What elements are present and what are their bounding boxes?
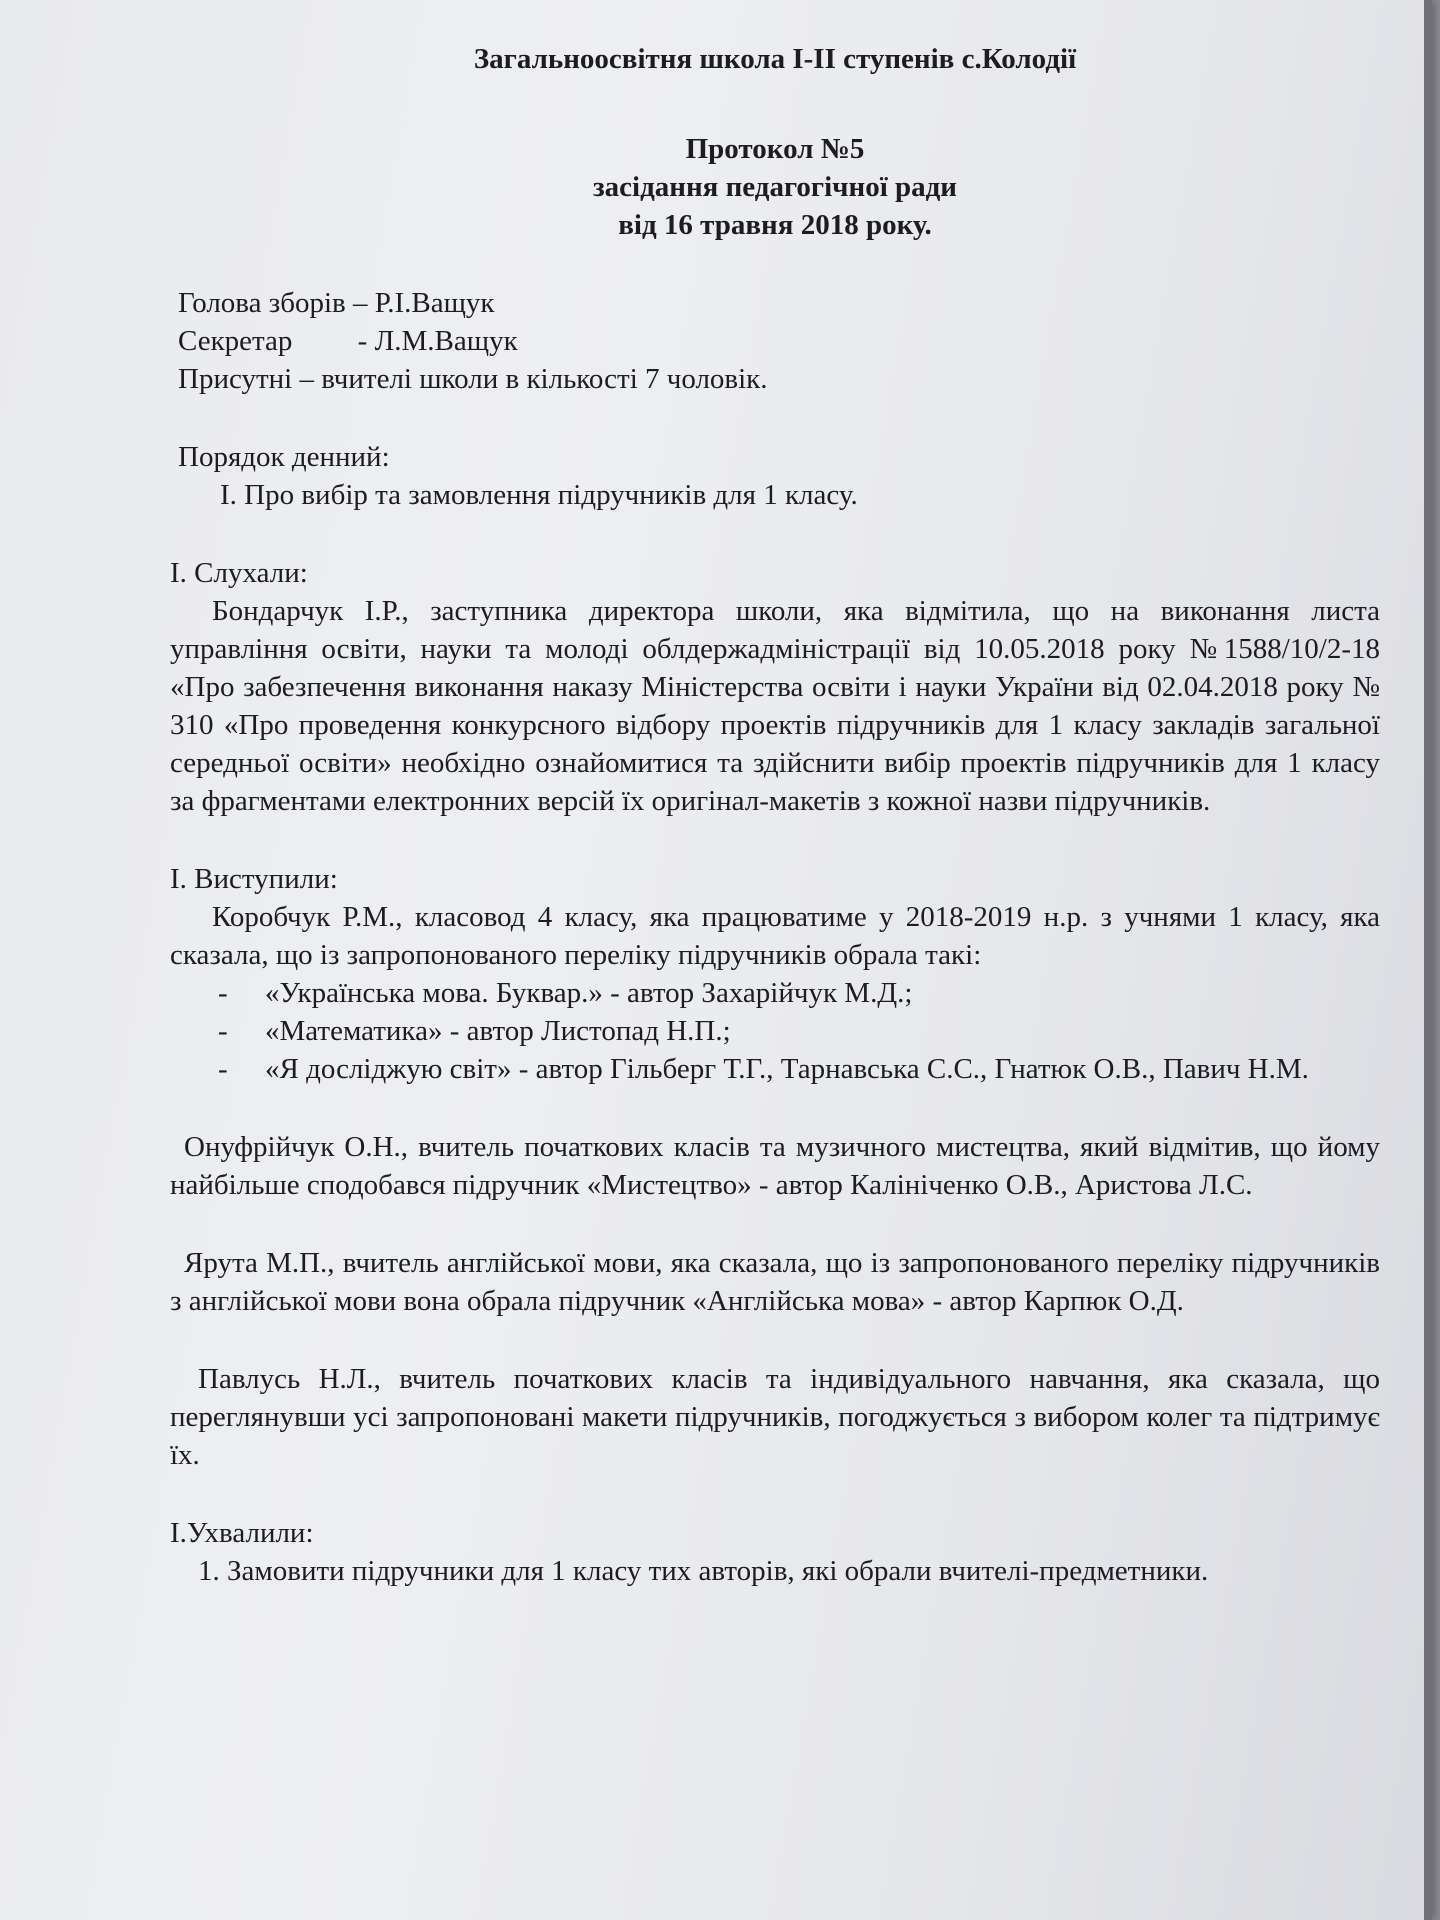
agenda-title: Порядок денний: [178,441,390,473]
decided-title: І.Ухвалили: [170,1517,314,1549]
attendance-block [170,284,1380,398]
book-item: - «Я досліджую світ» - автор Гільберг Т.Г., Тарнавська С.С., Гнатюк О.В., Павич Н.М. [170,1050,1380,1088]
protocol-subtitle: засідання педагогічної ради [592,171,958,203]
agenda-item: І. Про вибір та замовлення підручників для 1 класу. [220,479,858,511]
heard-text: Бондарчук І.Р., заступника директора школи, яка відмітила, що на виконання листа управління освіти, науки та молоді облдержадміністрації від 10.05.2018 року №1588/10/2-18 «Про забезпечення виконання наказу Міністерства освіти і науки України від 02.04.2018 року № 310 «Про проведення конкурсного відбору проектів підручників для 1 класу закладів загальної середньої освіти» необхідно ознайомитися та здійснити вибір проектів підручників для 1 класу за фрагментами електронних версій їх оригінал-макетів з кожної назви підручників. [170,595,1380,817]
spacer [170,514,1380,554]
secretary-line: Секретар - Л.М.Ващук [178,325,518,357]
heard-title: І. Слухали: [170,557,308,589]
school-name: Загальноосвітня школа І-ІІ ступенів с.Колодії [473,43,1077,75]
chair-line: Голова зборів – Р.І.Ващук [178,287,495,319]
spacer [170,1088,1380,1128]
spoke-title: І. Виступили: [170,863,338,895]
spacer [170,1320,1380,1360]
book-item: - «Математика» - автор Листопад Н.П.; [170,1012,1380,1050]
spacer [170,1204,1380,1244]
book-item: - «Українська мова. Буквар.» - автор Захарійчук М.Д.; [170,974,1380,1012]
spacer [170,820,1380,860]
agenda-block [170,438,1380,514]
protocol-date: від 16 травня 2018 року. [618,209,932,241]
speaker-3-text: Ярута М.П., вчитель англійської мови, яка сказала, що із запропонованого переліку підручників з англійської мови вона обрала підручник «Англійська мова» - автор Карпюк О.Д. [170,1247,1380,1317]
speaker-1-text: Коробчук Р.М., класовод 4 класу, яка працюватиме у 2018-2019 н.р. з учнями 1 класу, яка сказала, що із запропонованого переліку підручників обрала такі: [170,901,1380,971]
spacer [170,1474,1380,1514]
spacer [170,244,1380,284]
protocol-header [170,130,1380,244]
protocol-title: Протокол №5 [685,133,865,165]
decided-item-1: 1. Замовити підручники для 1 класу тих авторів, які обрали вчителі-предметники. [198,1555,1209,1587]
speaker-2-text: Онуфрійчук О.Н., вчитель початкових класів та музичного мистецтва, який відмітив, що йому найбільше сподобався підручник «Мистецтво» - автор Калініченко О.В., Аристова Л.С. [170,1131,1380,1201]
present-line: Присутні – вчителі школи в кількості 7 чоловік. [178,363,768,395]
chosen-books-list [170,974,1380,1088]
page-edge-shadow [1424,0,1432,1920]
document-content [170,40,1380,1590]
speaker-4-text: Павлусь Н.Л., вчитель початкових класів та індивідуального навчання, яка сказала, що переглянувши усі запропоновані макети підручників, погоджується з вибором колег та підтримує їх. [170,1363,1380,1471]
spacer [170,398,1380,438]
